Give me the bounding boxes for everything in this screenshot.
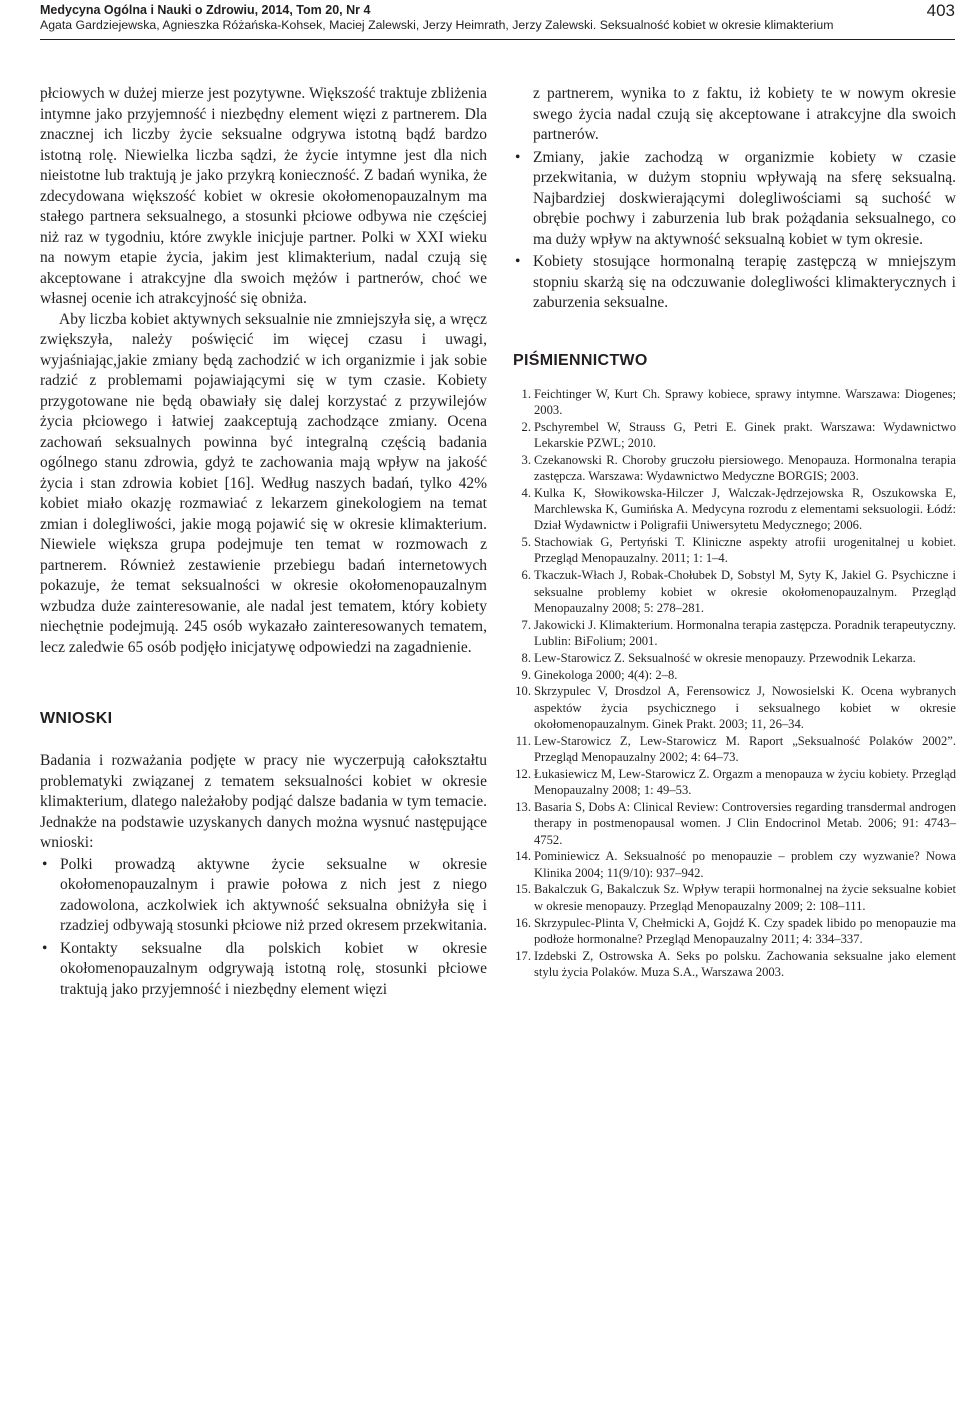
reference-number: 6. [521, 568, 531, 583]
authors-title-line: Agata Gardziejewska, Agnieszka Różańska-Kohsek, Maciej Zalewski, Jerzy Heimrath, Jerzy Zalewski. Seksualność kobiet w okresie klimakterium [40, 18, 834, 32]
reference-number: 12. [515, 766, 531, 781]
conclusions-continuation [513, 84, 956, 146]
section-heading-conclusions: WNIOSKI [40, 710, 113, 727]
paragraph: z partnerem, wynika to z faktu, iż kobiety te w nowym okresie swego życia nadal czują się akceptowane i atrakcyjne dla swoich partnerów. [533, 85, 956, 143]
reference-item [513, 948, 956, 981]
reference-item [513, 667, 956, 683]
reference-number: 4. [521, 485, 531, 500]
reference-text: Feichtinger W, Kurt Ch. Sprawy kobiece, sprawy intymne. Warszawa: Diogenes; 2003. [534, 386, 956, 417]
reference-number: 5. [521, 535, 531, 550]
reference-text: Tkaczuk-Włach J, Robak-Chołubek D, Sobstyl M, Syty K, Jakiel G. Psychiczne i seksualne problemy kobiet w okresie okołomenopauzalnym. Przegląd Menopauzalny 2008; 5: 278–281. [534, 568, 956, 615]
reference-text: Basaria S, Dobs A: Clinical Review: Controversies regarding transdermal androgen therapy in postmenopausal women. J Clin Endocrinol Metab. 2006; 91: 4743–4752. [534, 799, 956, 847]
paragraph: płciowych w dużej mierze jest pozytywne. Większość traktuje zbliżenia intymne jako przyjemność i niezbędny element więzi z partnerem. Dla znacznej ich liczby życie seksualne odgrywa istotną bądź bardzo istotną rolę. Niewielka liczba sądzi, że życie intymne jest dla nich nieistotne lub traktują je jako przykrą konieczność. Z badań wynika, że zdecydowana większość kobiet w okresie okołomenopauzalnym ma stałego partnera seksualnego, a stosunki płciowe odbywa nie częściej niż raz w tygodniu, które zwykle inicjuje partner. Polki w XXI wieku na nowym etapie życia, jakim jest klimakterium, nadal czują się akceptowane i atrakcyjne dla swoich mężów i partnerów, choć we własnej ocenie ich atrakcyjność się obniża. [40, 85, 487, 307]
reference-text: Kulka K, Słowikowska-Hilczer J, Walczak-Jędrzejowska R, Oszukowska E, Marchlewska K, Gumińska A. Medycyna rozrodu z elementami seksuologii. Łódź: Dział Wydawnictw i Poligrafii Uniwersytetu Medycznego; 2006. [534, 485, 956, 533]
reference-item [513, 915, 956, 948]
list-item-text: Polki prowadzą aktywne życie seksualne w okresie okołomenopauzalnym i prawie połowa z nich jest z niego zadowolona, aczkolwiek ich aktywność seksualna obniżyła się i rzadziej odbywają stosunki płciowe niż przed okresem przekwitania. [60, 855, 487, 934]
header-rule [40, 39, 955, 40]
reference-text: Pschyrembel W, Strauss G, Petri E. Ginek prakt. Warszawa: Wydawnictwo Lekarskie PZWL; 2010. [534, 419, 956, 450]
bullet-icon: • [42, 855, 48, 873]
list-item [40, 939, 487, 1001]
running-head [40, 0, 960, 40]
reference-item [513, 485, 956, 534]
list-item [513, 148, 956, 251]
right-column [513, 84, 956, 981]
reference-number: 8. [521, 650, 531, 665]
reference-item [513, 386, 956, 419]
reference-text: Lew-Starowicz Z, Lew-Starowicz M. Raport „Seksualność Polaków 2002”. Przegląd Menopauzalny 2002; 4: 64–73. [534, 733, 956, 765]
journal-citation: Medycyna Ogólna i Nauki o Zdrowiu, 2014, Tom 20, Nr 4 [40, 3, 371, 17]
reference-text: Skrzypulec-Plinta V, Chełmicki A, Gojdź K. Czy spadek libido po menopauzie ma podłoże hormonalne? Przegląd Menopauzalny 2011; 4: 334–337. [534, 915, 956, 946]
list-item-text: Zmiany, jakie zachodzą w organizmie kobiety w czasie przekwitania, w dużym stopniu wpływają na sferę seksualną. Najbardziej doskwierającymi dolegliwościami są suchość w obrębie pochwy i zaburzenia lub brak pożądania seksualnego, co ma duży wpływ na aktywność seksualną kobiet w tym okresie. [533, 148, 956, 248]
reference-number: 11. [515, 733, 531, 748]
reference-text: Izdebski Z, Ostrowska A. Seks po polsku. Zachowania seksualne jako element stylu życia Polaków. Muza S.A., Warszawa 2003. [534, 948, 956, 979]
reference-text: Łukasiewicz M, Lew-Starowicz Z. Orgazm a menopauza w życiu kobiety. Przegląd Menopauzalny 2008; 1: 49–53. [534, 766, 956, 798]
bullet-icon: • [515, 253, 521, 270]
reference-text: Stachowiak G, Pertyński T. Kliniczne aspekty atrofii urogenitalnej u kobiet. Przegląd Menopauzalny. 2011; 1: 1–4. [534, 535, 956, 566]
reference-item [513, 733, 956, 766]
reference-number: 9. [521, 667, 531, 682]
reference-number: 1. [521, 386, 531, 401]
reference-item [513, 650, 956, 666]
reference-list [513, 386, 956, 981]
reference-item [513, 881, 956, 914]
reference-number: 13. [515, 799, 531, 814]
reference-text: Pominiewicz A. Seksualność po menopauzie – problem czy wyzwanie? Nowa Klinika 2004; 11(9/10): 937–942. [534, 849, 956, 880]
reference-item [513, 567, 956, 616]
reference-number: 15. [515, 882, 531, 897]
list-item-text: Kobiety stosujące hormonalną terapię zastępczą w mniejszym stopniu skarżą się na odczuwanie dolegliwości klimakterycznych i zaburzenia seksualne. [533, 253, 956, 311]
reference-text: Skrzypulec V, Drosdzol A, Ferensowicz J, Nowosielski K. Ocena wybranych aspektów życia psychicznego i seksualnego kobiet w okresie okołomenopauzalnym. Ginek Prakt. 2003; 11, 26–34. [534, 684, 956, 731]
reference-item [513, 534, 956, 567]
reference-number: 2. [521, 419, 531, 434]
reference-item [513, 617, 956, 650]
reference-text: Lew-Starowicz Z. Seksualność w okresie menopauzy. Przewodnik Lekarza. [534, 650, 916, 665]
page-number: 403 [926, 1, 955, 20]
reference-number: 16. [515, 915, 531, 930]
reference-text: Jakowicki J. Klimakterium. Hormonalna terapia zastępcza. Poradnik terapeutyczny. Lublin: BiFolium; 2001. [534, 617, 956, 648]
paragraph: Aby liczba kobiet aktywnych seksualnie nie zmniejszyła się, a wręcz zwiększyła, należy poświęcić im więcej czasu i uwagi, wyjaśniając,jakie zmiany będą zachodzić w ich organizmie i jak sobie radzić z problemami pojawiającymi się w tym czasie. Kobiety przygotowane nie będą obawiały się dalej korzystać z przywilejów życia płciowego i łatwiej zaakceptują zachodzące zmiany. Ocena zachowań seksualnych powinna być integralną częścią badania ogólnego stanu zdrowia, gdyż te zachowania mają wpływ na jakość życia i stan zdrowia kobiet [16]. Według naszych badań, tylko 42% kobiet miało okazję rozmawiać z lekarzem ginekologiem na temat zmian i dolegliwości, jakie mogą pojawić się w okresie klimakterium. Niewiele większa grupa podejmuje ten temat w rozmowach z partnerem. Również zestawienie przebiegu badań internetowych pokazuje, że temat seksualności w okresie okołomenopauzalnym wzbudza duże zainteresowanie, ale nadal jest tematem, który kobiety niechętnie podejmują. 245 osób wykazało zainteresowanych tematem, lecz zaledwie 65 osób podjęło inicjatywę odpowiedzi na zagadnienie. [40, 310, 487, 656]
reference-number: 17. [515, 948, 531, 963]
reference-text: Bakalczuk G, Bakalczuk Sz. Wpływ terapii hormonalnej na życie seksualne kobiet w okresie menopauzy. Przegląd Menopauzalny 2009; 2: 108–111. [534, 882, 956, 913]
list-item-text: Kontakty seksualne dla polskich kobiet w okresie okołomenopauzalnym odgrywają istotną rolę, stosunki płciowe traktują jako przyjemność i niezbędny element więzi [60, 939, 487, 998]
reference-item [513, 683, 956, 732]
conclusions-list-left [40, 855, 487, 1001]
list-item [513, 252, 956, 314]
reference-item [513, 766, 956, 799]
bullet-icon: • [515, 148, 521, 166]
conclusions-list-right [513, 148, 956, 314]
section-heading-references: PIŚMIENNICTWO [513, 351, 648, 369]
left-column [40, 84, 487, 1000]
list-item [40, 855, 487, 937]
reference-number: 14. [515, 849, 531, 864]
reference-item [513, 848, 956, 881]
reference-item [513, 452, 956, 485]
reference-item [513, 799, 956, 848]
reference-number: 7. [521, 617, 531, 632]
reference-text: Czekanowski R. Choroby gruczołu piersiowego. Menopauza. Hormonalna terapia zastępcza. Warszawa: Wydawnictwo Medyczne BORGIS; 2003. [534, 452, 956, 483]
bullet-icon: • [42, 939, 48, 957]
discussion-text [40, 84, 487, 658]
reference-item [513, 419, 956, 452]
paragraph: Badania i rozważania podjęte w pracy nie wyczerpują całokształtu problematyki związanej z tematem seksualności kobiet w okresie klimakterium, dlatego należałoby podjąć dalsze badania w tym temacie. Jednakże na podstawie uzyskanych danych można wysnuć następujące wnioski: [40, 752, 487, 851]
reference-text: Ginekologa 2000; 4(4): 2–8. [534, 667, 678, 682]
reference-number: 10. [515, 684, 531, 699]
reference-number: 3. [521, 452, 531, 467]
conclusions-intro [40, 751, 487, 854]
